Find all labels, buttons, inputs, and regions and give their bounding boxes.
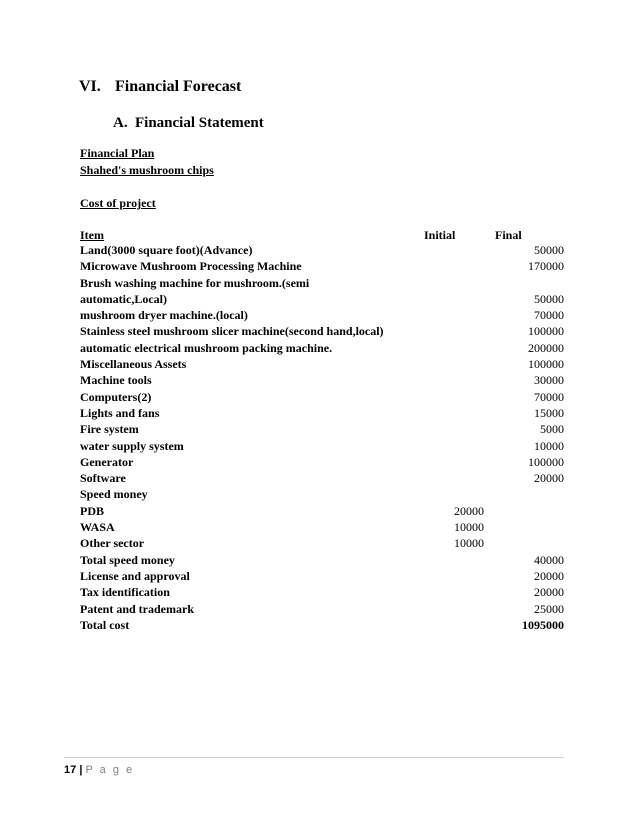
row-item-label: automatic electrical mushroom packing machine. bbox=[80, 340, 333, 355]
row-final-value: 25000 bbox=[534, 601, 564, 616]
row-final-value: 30000 bbox=[534, 373, 564, 388]
row-initial-value bbox=[420, 438, 484, 454]
row-initial-value bbox=[420, 568, 484, 584]
cost-table bbox=[80, 242, 564, 633]
row-final-value bbox=[484, 503, 564, 519]
row-initial-value bbox=[420, 291, 484, 307]
table-row bbox=[80, 421, 564, 437]
footer-divider bbox=[64, 757, 564, 758]
row-initial-value bbox=[420, 372, 484, 388]
row-final-value bbox=[484, 275, 564, 291]
table-row bbox=[80, 503, 564, 519]
row-initial-value bbox=[420, 454, 484, 470]
row-item-label: Stainless steel mushroom slicer machine(second hand,local) bbox=[80, 324, 384, 339]
row-initial-value bbox=[420, 242, 484, 258]
cost-section-title: Cost of project bbox=[80, 196, 156, 210]
row-item-label: Patent and trademark bbox=[80, 601, 194, 616]
column-header-item: Item bbox=[80, 228, 104, 242]
row-item-label: Speed money bbox=[80, 487, 148, 502]
table-row bbox=[80, 470, 564, 486]
row-final-value: 170000 bbox=[528, 259, 564, 274]
row-item-label: Generator bbox=[80, 454, 134, 469]
table-row bbox=[80, 340, 564, 356]
subsection-number: A. bbox=[113, 115, 128, 131]
row-item-label: PDB bbox=[80, 503, 104, 518]
table-row bbox=[80, 519, 564, 535]
row-item-label: mushroom dryer machine.(local) bbox=[80, 308, 248, 323]
row-initial-value bbox=[420, 552, 484, 568]
row-initial-value bbox=[420, 584, 484, 600]
row-final-value: 200000 bbox=[528, 340, 564, 355]
plan-title: Financial Plan bbox=[80, 146, 155, 160]
table-row bbox=[80, 601, 564, 617]
table-row bbox=[80, 291, 564, 307]
table-row bbox=[80, 438, 564, 454]
row-item-label: Other sector bbox=[80, 536, 145, 551]
table-row bbox=[80, 372, 564, 388]
row-initial-value bbox=[420, 405, 484, 421]
section-number: VI. bbox=[79, 78, 101, 95]
table-row bbox=[80, 405, 564, 421]
section-heading bbox=[79, 78, 241, 96]
table-row bbox=[80, 258, 564, 274]
table-row bbox=[80, 323, 564, 339]
row-initial-value bbox=[420, 389, 484, 405]
row-final-value: 15000 bbox=[534, 405, 564, 420]
row-item-label: Computers(2) bbox=[80, 389, 152, 404]
table-row bbox=[80, 552, 564, 568]
table-row bbox=[80, 584, 564, 600]
row-initial-value bbox=[420, 356, 484, 372]
row-initial-value bbox=[420, 307, 484, 323]
row-final-value: 100000 bbox=[528, 357, 564, 372]
row-initial-value bbox=[420, 421, 484, 437]
row-final-value: 10000 bbox=[534, 438, 564, 453]
row-initial-value bbox=[420, 340, 484, 356]
row-final-value: 100000 bbox=[528, 324, 564, 339]
row-item-label: Tax identification bbox=[80, 585, 170, 600]
section-title: Financial Forecast bbox=[115, 78, 242, 95]
row-initial-value bbox=[420, 275, 484, 291]
cost-table-body bbox=[80, 242, 564, 633]
row-item-label: Machine tools bbox=[80, 373, 152, 388]
row-item-label: Total cost bbox=[80, 617, 130, 632]
row-initial-value: 10000 bbox=[454, 520, 484, 535]
table-row bbox=[80, 389, 564, 405]
row-initial-value bbox=[420, 486, 484, 502]
row-initial-value bbox=[420, 258, 484, 274]
table-row bbox=[80, 454, 564, 470]
row-initial-value bbox=[420, 617, 484, 633]
row-item-label: Land(3000 square foot)(Advance) bbox=[80, 243, 253, 257]
page-number: 17 bbox=[64, 764, 77, 776]
row-final-value: 20000 bbox=[534, 471, 564, 486]
table-row bbox=[80, 617, 564, 633]
row-item-label: Fire system bbox=[80, 422, 139, 437]
footer-separator: | bbox=[79, 764, 83, 776]
row-final-value: 70000 bbox=[534, 389, 564, 404]
table-row bbox=[80, 242, 564, 258]
row-item-label: Total speed money bbox=[80, 552, 175, 567]
row-initial-value: 10000 bbox=[454, 536, 484, 551]
row-final-value bbox=[484, 535, 564, 551]
row-final-value: 40000 bbox=[534, 552, 564, 567]
table-row bbox=[80, 535, 564, 551]
row-item-label: License and approval bbox=[80, 568, 190, 583]
table-row bbox=[80, 486, 564, 502]
row-final-value: 20000 bbox=[534, 568, 564, 583]
column-header-final: Final bbox=[495, 228, 522, 242]
row-initial-value bbox=[420, 323, 484, 339]
column-header-initial: Initial bbox=[424, 228, 456, 242]
row-final-value bbox=[484, 519, 564, 535]
row-final-value: 50000 bbox=[534, 243, 564, 257]
row-initial-value bbox=[420, 470, 484, 486]
row-item-label: automatic,Local) bbox=[80, 291, 167, 306]
row-final-value: 5000 bbox=[540, 422, 564, 437]
row-initial-value: 20000 bbox=[454, 503, 484, 518]
row-final-value: 50000 bbox=[534, 291, 564, 306]
row-final-value: 70000 bbox=[534, 308, 564, 323]
table-row bbox=[80, 307, 564, 323]
row-item-label: WASA bbox=[80, 520, 115, 535]
subsection-title: Financial Statement bbox=[135, 115, 264, 131]
row-final-value bbox=[484, 486, 564, 502]
row-final-value: 100000 bbox=[528, 454, 564, 469]
row-item-label: Microwave Mushroom Processing Machine bbox=[80, 259, 302, 274]
row-initial-value bbox=[420, 601, 484, 617]
row-final-value: 20000 bbox=[534, 585, 564, 600]
row-item-label: Miscellaneous Assets bbox=[80, 357, 187, 372]
plan-subtitle: Shahed's mushroom chips bbox=[80, 163, 214, 177]
row-final-value: 1095000 bbox=[522, 617, 564, 632]
table-row bbox=[80, 356, 564, 372]
subsection-heading bbox=[113, 115, 264, 132]
row-item-label: Lights and fans bbox=[80, 405, 160, 420]
table-row bbox=[80, 568, 564, 584]
row-item-label: Brush washing machine for mushroom.(semi bbox=[80, 275, 310, 290]
row-item-label: water supply system bbox=[80, 438, 184, 453]
table-row bbox=[80, 275, 564, 291]
page-footer bbox=[64, 764, 134, 776]
row-item-label: Software bbox=[80, 471, 126, 486]
page-label: P a g e bbox=[85, 764, 135, 776]
